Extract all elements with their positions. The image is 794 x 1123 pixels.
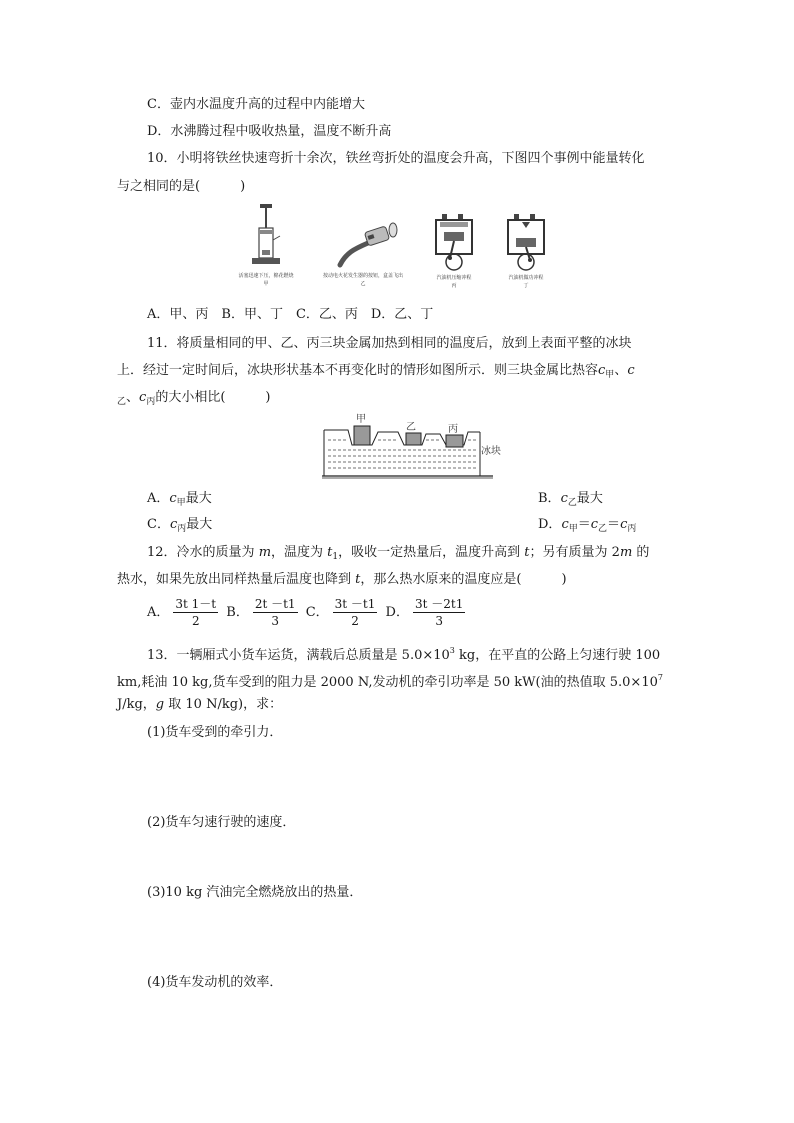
fig-label-yi: 乙 [360,281,366,287]
q11-stem-line1: 11．将质量相同的甲、乙、丙三块金属加热到相同的温度后，放到上表面平整的冰块 [147,336,632,351]
metal-label-yi: 乙 [406,422,416,433]
q13-part-4: (4)货车发动机的效率． [147,975,283,990]
q9-option-d: D．水沸腾过程中吸收热量，温度不断升高 [147,124,392,139]
q12-option-d: D． $\frac{3t -2t1}{3}$ [385,597,464,628]
q13-stem-line3: J/kg，g 取 10 N/kg)，求： [117,697,283,712]
q10-stem-line2: 与之相同的是( ) [117,179,246,194]
q11-stem-line3: $_乙$、$c_丙$的大小相比( ) [117,390,271,407]
q13-part-2: (2)货车匀速行驶的速度． [147,815,296,830]
q13-stem-line2: km,耗油 10 kg,货车受到的阻力是 2000 N,发动机的牵引功率是 50 kW(油的热值取 $5.0\times 10^7$ [117,673,663,690]
fire-syringe-figure [236,200,296,292]
q13-part-3: (3)10 kg 汽油完全燃烧放出的热量． [147,885,363,900]
fig-label-bing: 丙 [451,283,457,289]
q11-option-d: D．$c_甲=c_乙=c_丙$ [538,517,637,534]
q11-option-b: B．$c_乙$最大 [538,491,603,508]
q12-stem-line2: 热水，如果先放出同样热量后温度也降到 t，那么热水原来的温度应是( ) [117,572,567,587]
q12-stem-line1: 12．冷水的质量为 m，温度为 $t_1$，吸收一定热量后，温度升高到 t；另有质量为 2m 的 [147,545,650,562]
fig-label-ding: 丁 [523,283,529,289]
ice-block-figure [318,410,508,482]
q13-part-1: (1)货车受到的牵引力． [147,725,283,740]
ice-label: 冰块 [481,446,501,457]
fig-caption-jia: 活塞迅速下压，棉花燃烧 [238,273,294,279]
metal-label-jia: 甲 [356,414,366,425]
q11-option-a: A．$c_甲$最大 [147,491,212,508]
metal-label-bing: 丙 [448,424,458,435]
fig-caption-yi: 按动电火花发生器的按钮，盒盖飞出 [322,273,403,279]
spark-generator-figure [318,215,408,292]
fig-caption-ding: 汽油机做功冲程 [508,275,544,281]
power-stroke-figure [500,212,552,292]
q10-options: A．甲、丙 B．甲、丁 C．乙、丙 D．乙、丁 [147,307,434,322]
q12-options [147,596,469,630]
q10-stem-line1: 10．小明将铁丝快速弯折十余次，铁丝弯折处的温度会升高，下图四个事例中能量转化 [147,151,645,166]
q12-option-a: A． $\frac{3t 1-t}{2}$ [147,597,217,628]
q12-option-c: C． $\frac{3t -t1}{2}$ [305,597,376,628]
compression-stroke-figure [428,212,480,292]
q12-option-b: B． $\frac{2t -t1}{3}$ [226,597,296,628]
q11-option-c: C．$c_丙$最大 [147,517,213,534]
fig-label-jia: 甲 [263,281,269,287]
fig-caption-bing: 汽油机压缩冲程 [436,275,472,281]
q11-stem-line2: 上．经过一定时间后，冰块形状基本不再变化时的情形如图所示．则三块金属比热容$c_甲$、c [117,363,635,380]
q13-stem-line1: 13．一辆厢式小货车运货，满载后总质量是 $5.0\times 10^3$ kg，在平直的公路上匀速行驶 100 [147,646,661,663]
q9-option-c: C．壶内水温度升高的过程中内能增大 [147,97,365,112]
